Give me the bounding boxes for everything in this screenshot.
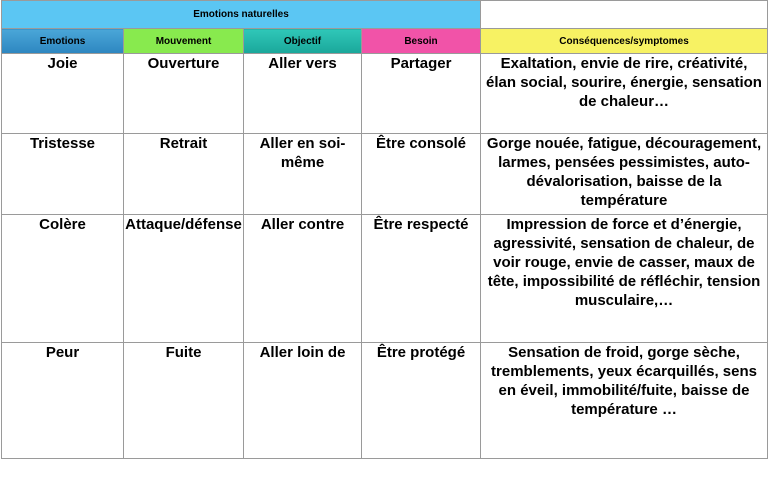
cell-objectif: Aller contre [244, 215, 362, 343]
cell-consequences: Impression de force et d’énergie, agressivité, sensation de chaleur, de voir rouge, envie de casser, maux de tête, impossibilité de réfléchir, tension musculaire,… [481, 215, 768, 343]
table-row [2, 134, 768, 215]
cell-besoin: Être protégé [362, 343, 481, 459]
header-objectif: Objectif [244, 29, 362, 54]
table-row [2, 54, 768, 134]
title-blank-cell [481, 1, 768, 29]
cell-emotion: Peur [2, 343, 124, 459]
table-row [2, 343, 768, 459]
cell-consequences: Sensation de froid, gorge sèche, tremblements, yeux écarquillés, sens en éveil, immobilité/fuite, baisse de température … [481, 343, 768, 459]
emotions-table [1, 0, 768, 459]
cell-besoin: Partager [362, 54, 481, 134]
cell-objectif: Aller en soi-même [244, 134, 362, 215]
header-besoin: Besoin [362, 29, 481, 54]
table-row [2, 215, 768, 343]
cell-consequences: Gorge nouée, fatigue, découragement, larmes, pensées pessimistes, auto-dévalorisation, baisse de la température [481, 134, 768, 215]
cell-mouvement: Attaque/défense [124, 215, 244, 343]
cell-objectif: Aller loin de [244, 343, 362, 459]
cell-besoin: Être respecté [362, 215, 481, 343]
header-mouvement: Mouvement [124, 29, 244, 54]
cell-emotion: Tristesse [2, 134, 124, 215]
cell-emotion: Colère [2, 215, 124, 343]
cell-mouvement: Ouverture [124, 54, 244, 134]
cell-emotion: Joie [2, 54, 124, 134]
header-emotions: Emotions [2, 29, 124, 54]
cell-objectif: Aller vers [244, 54, 362, 134]
table-title: Emotions naturelles [2, 1, 481, 29]
cell-mouvement: Fuite [124, 343, 244, 459]
cell-mouvement: Retrait [124, 134, 244, 215]
cell-consequences: Exaltation, envie de rire, créativité, élan social, sourire, énergie, sensation de chaleur… [481, 54, 768, 134]
header-consequences: Conséquences/symptomes [481, 29, 768, 54]
cell-besoin: Être consolé [362, 134, 481, 215]
